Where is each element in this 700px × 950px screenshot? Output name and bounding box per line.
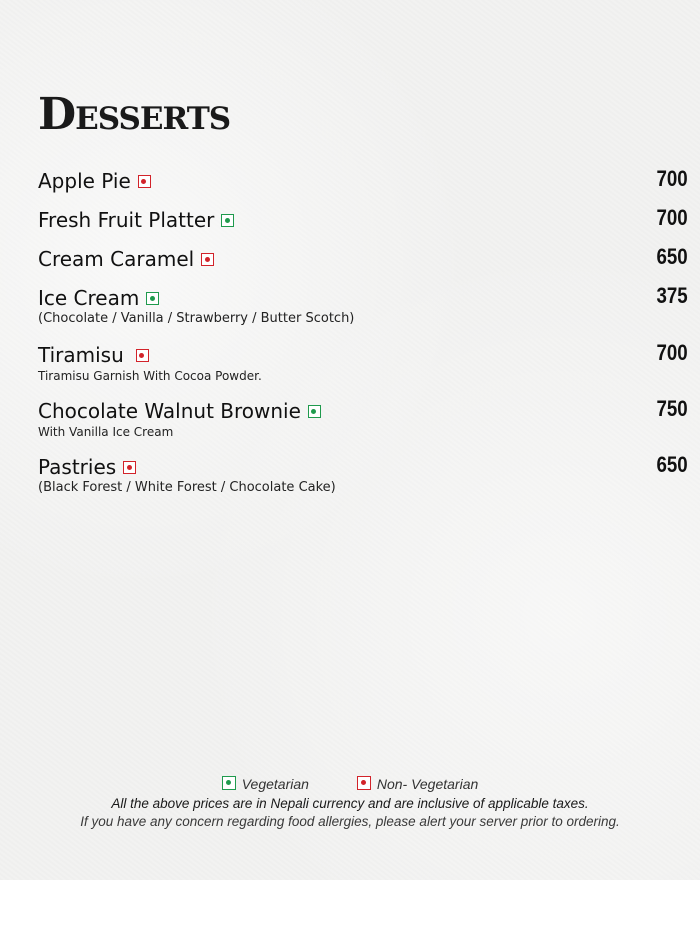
item-name: Chocolate Walnut Brownie <box>38 399 301 423</box>
non-veg-icon <box>357 776 371 790</box>
non-veg-icon <box>123 461 136 474</box>
item-name: Ice Cream <box>38 286 140 310</box>
section-title: Desserts <box>38 89 231 140</box>
menu-item <box>38 398 688 440</box>
item-description: Tiramisu Garnish With Cocoa Powder. <box>38 369 262 383</box>
non-veg-icon <box>136 349 149 362</box>
item-description: (Black Forest / White Forest / Chocolate Cake) <box>38 480 336 495</box>
legend-veg <box>222 774 309 794</box>
item-price: 750 <box>656 396 688 421</box>
non-veg-icon <box>201 253 214 266</box>
item-name: Tiramisu <box>38 343 124 367</box>
menu-item <box>38 285 688 327</box>
item-name: Fresh Fruit Platter <box>38 208 215 232</box>
legend-veg-label: Vegetarian <box>241 776 309 792</box>
item-name: Cream Caramel <box>38 247 195 271</box>
item-name: Apple Pie <box>38 169 131 193</box>
allergy-note: If you have any concern regarding food allergies, please alert your server prior to ordering. <box>80 814 620 829</box>
item-price: 700 <box>656 340 688 365</box>
item-name: Pastries <box>38 455 117 479</box>
item-price: 700 <box>656 205 688 230</box>
legend <box>0 774 700 794</box>
menu-item <box>38 168 688 194</box>
item-price: 375 <box>656 283 688 308</box>
footer <box>0 774 700 831</box>
item-description: (Chocolate / Vanilla / Strawberry / Butter Scotch) <box>38 311 355 326</box>
veg-icon <box>221 214 234 227</box>
veg-icon <box>222 776 236 790</box>
currency-note: All the above prices are in Nepali currency and are inclusive of applicable taxes. <box>111 796 589 811</box>
item-price: 650 <box>656 244 688 269</box>
non-veg-icon <box>138 175 151 188</box>
menu-item <box>38 207 688 233</box>
veg-icon <box>308 405 321 418</box>
legend-nonveg <box>357 774 478 794</box>
veg-icon <box>146 292 159 305</box>
menu-item <box>38 342 688 384</box>
menu-item <box>38 246 688 272</box>
legend-nonveg-label: Non- Vegetarian <box>376 776 479 792</box>
item-price: 650 <box>656 452 688 477</box>
item-description: With Vanilla Ice Cream <box>38 425 174 439</box>
menu-item <box>38 454 688 496</box>
item-price: 700 <box>656 166 688 191</box>
